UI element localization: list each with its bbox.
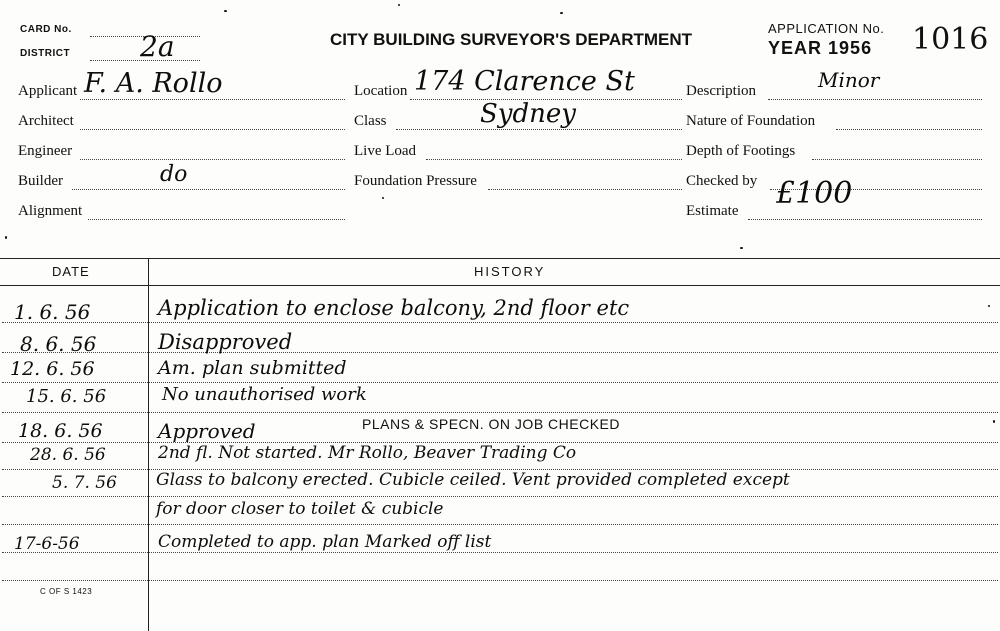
class-line xyxy=(396,129,682,130)
history-row-date: 5. 7. 56 xyxy=(52,473,117,493)
builder-line xyxy=(72,189,345,190)
history-row-date: 28. 6. 56 xyxy=(30,445,106,465)
history-row-text: Glass to balcony erected. Cubicle ceiled. Vent provided completed except xyxy=(156,470,790,490)
history-header: HISTORY xyxy=(474,264,546,279)
history-line xyxy=(2,580,998,581)
applicant-line xyxy=(80,99,345,100)
description-line xyxy=(768,99,982,100)
date-header: DATE xyxy=(52,264,90,279)
job-checked-stamp: PLANS & SPECN. ON JOB CHECKED xyxy=(362,416,621,432)
scan-speck xyxy=(5,236,7,239)
location-label: Location xyxy=(354,83,408,99)
history-row-date: 8. 6. 56 xyxy=(20,332,97,356)
history-row-date: 12. 6. 56 xyxy=(10,358,95,380)
history-line xyxy=(2,412,998,413)
scan-speck xyxy=(560,12,563,14)
depth-of-footings-line xyxy=(812,159,982,160)
history-line xyxy=(2,352,998,353)
scan-speck xyxy=(382,197,384,199)
engineer-label: Engineer xyxy=(18,143,73,159)
nature-of-foundation-line xyxy=(836,129,982,130)
year-label: YEAR xyxy=(768,38,823,58)
checked-by-label: Checked by xyxy=(686,173,758,189)
nature-of-foundation-label: Nature of Foundation xyxy=(686,113,816,129)
history-line xyxy=(2,552,998,553)
card-no-label: CARD No. xyxy=(20,24,72,35)
history-header-rule xyxy=(0,285,1000,286)
application-number: 1016 xyxy=(912,22,989,57)
applicant-value: F. A. Rollo xyxy=(84,68,223,99)
history-line xyxy=(2,524,998,525)
foundation-pressure-label: Foundation Pressure xyxy=(354,173,477,189)
alignment-label: Alignment xyxy=(18,203,83,219)
builder-label: Builder xyxy=(18,173,63,189)
foundation-pressure-line xyxy=(488,189,682,190)
depth-of-footings-label: Depth of Footings xyxy=(686,143,796,159)
scan-speck xyxy=(740,247,743,249)
live-load-label: Live Load xyxy=(354,143,417,159)
history-line xyxy=(2,322,998,323)
district-label: DISTRICT xyxy=(20,48,71,59)
history-row-date: 18. 6. 56 xyxy=(18,420,103,442)
date-column-divider xyxy=(148,258,149,631)
history-row-text: Disapproved xyxy=(158,330,293,354)
department-title: CITY BUILDING SURVEYOR'S DEPARTMENT xyxy=(330,30,693,49)
estimate-label: Estimate xyxy=(686,203,739,219)
scan-speck xyxy=(398,4,400,6)
architect-line xyxy=(80,129,345,130)
year-value: 1956 xyxy=(828,38,873,58)
estimate-line xyxy=(748,219,982,220)
history-row-text: Am. plan submitted xyxy=(158,357,347,379)
location-value: 174 Clarence St xyxy=(414,66,635,97)
applicant-label: Applicant xyxy=(18,83,78,99)
engineer-line xyxy=(80,159,345,160)
estimate-value: £100 xyxy=(776,176,853,211)
history-row-text: Approved xyxy=(158,419,256,443)
scan-speck xyxy=(224,10,227,12)
alignment-line xyxy=(88,219,345,220)
live-load-line xyxy=(426,159,682,160)
application-no-label: APPLICATION No. xyxy=(768,21,885,36)
history-top-rule xyxy=(0,258,1000,259)
class-label: Class xyxy=(354,113,387,129)
history-row-date: 17-6-56 xyxy=(14,534,80,554)
history-row-text: 2nd fl. Not started. Mr Rollo, Beaver Trading Co xyxy=(158,443,577,463)
form-code: C OF S 1423 xyxy=(40,587,93,596)
architect-label: Architect xyxy=(18,113,74,129)
scan-speck xyxy=(988,305,990,307)
scan-speck xyxy=(993,420,995,423)
history-line xyxy=(2,382,998,383)
history-row-text: No unauthorised work xyxy=(162,384,367,405)
history-row-text: for door closer to toilet & cubicle xyxy=(156,499,444,519)
builder-value: do xyxy=(160,162,188,187)
class-value: Sydney xyxy=(480,99,576,129)
description-value: Minor xyxy=(818,68,880,92)
history-row-date: 1. 6. 56 xyxy=(14,300,91,324)
history-line xyxy=(2,496,998,497)
district-value: 2a xyxy=(140,30,175,63)
history-row-date: 15. 6. 56 xyxy=(26,386,107,407)
history-row-text: Completed to app. plan Marked off list xyxy=(158,532,492,552)
history-row-text: Application to enclose balcony, 2nd floor etc xyxy=(158,296,630,320)
description-label: Description xyxy=(686,83,756,99)
